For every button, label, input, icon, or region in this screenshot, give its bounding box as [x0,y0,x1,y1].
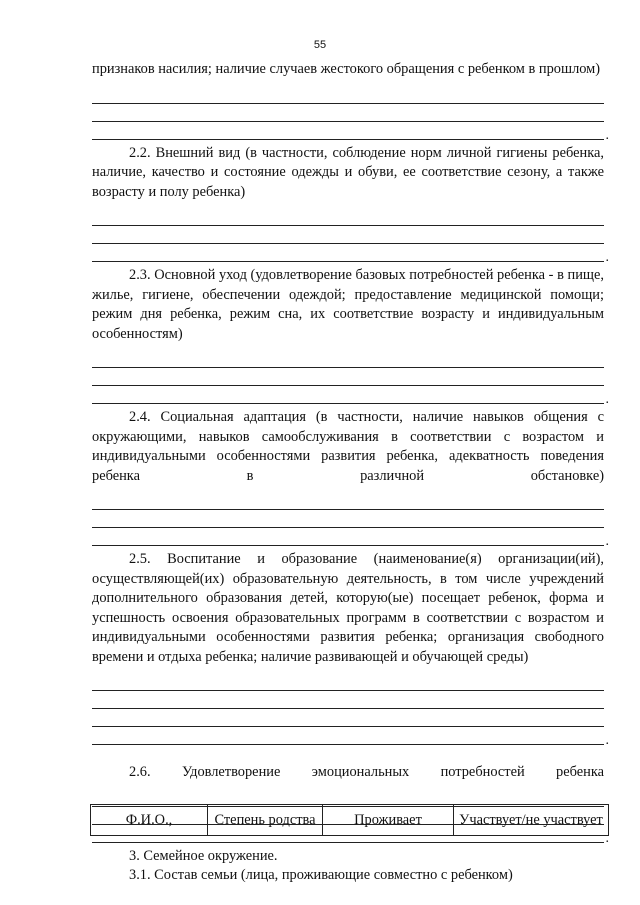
section-2-3-text: 2.3. Основной уход (удовлетворение базовых потребностей ребенка - в пище, жилье, гигиене, обеспечении одеждой; предоставление медицинской помощи; режим дня ребенка, режим сна, их соответствие возрасту и индивидуальным особенностям) [92,267,604,342]
section-2-6-text: 2.6. Удовлетворение эмоциональных потребностей ребенка [129,764,604,780]
intro-text: признаков насилия; наличие случаев жестокого обращения с ребенком в прошлом) [92,61,601,77]
section-2-2-text: 2.2. Внешний вид (в частности, соблюдение норм личной гигиены ребенка, наличие, качество и состояние одежды и обуви, ее соответствие сезону, а также возрасту и полу ребенка) [92,144,604,200]
answer-lines-2-5 [92,673,604,745]
answer-line[interactable] [92,244,604,262]
answer-line[interactable] [92,104,604,122]
answer-lines-2-2 [92,208,604,262]
answer-line[interactable] [92,727,604,745]
answer-line[interactable] [92,492,604,510]
answer-line[interactable] [92,528,604,546]
answer-line[interactable] [92,86,604,104]
answer-lines-2-4 [92,492,604,546]
answer-line[interactable] [92,226,604,244]
answer-line[interactable] [92,386,604,404]
family-composition-table [90,804,609,836]
header-cell-relation: Степень родства [208,805,323,836]
header-cell-participates: Участвует/не участвует [454,805,609,836]
page-number: 55 [313,39,327,51]
table-header-row [91,805,609,836]
answer-line[interactable] [92,691,604,709]
answer-lines-intro [92,86,604,140]
section-2-4-text: 2.4. Социальная адаптация (в частности, наличие навыков общения с окружающими, навыков самообслуживания в соответствии с возрастом и индивидуальными особенностями развития ребенка, адекватность поведения ребенка в различной обстановке) [92,409,604,484]
header-cell-lives: Проживает [323,805,454,836]
answer-line[interactable] [92,350,604,368]
answer-line[interactable] [92,673,604,691]
header-cell-name: Ф.И.О., [91,805,208,836]
document-body [92,60,604,886]
answer-line[interactable] [92,368,604,386]
section-2-5-text: 2.5. Воспитание и образование (наименование(я) организации(ий), осуществляющей(их) образовательную деятельность, в том числе учреждений дополнительного образования детей, которую(ые) посещает ребенок, форма и успешность освоения образовательных программ в соответствии с возрастом и индивидуальными особенностями развития ребенка; организация свободного времени и отдыха ребенка; наличие развивающей и обучающей среды) [92,551,604,665]
answer-line[interactable] [92,208,604,226]
section-3-heading: 3. Семейное окружение. [129,847,278,864]
answer-lines-2-3 [92,350,604,404]
answer-line[interactable] [92,122,604,140]
section-3-1-heading: 3.1. Состав семьи (лица, проживающие совместно с ребенком) [129,867,513,883]
answer-line[interactable] [92,510,604,528]
answer-line[interactable] [92,709,604,727]
